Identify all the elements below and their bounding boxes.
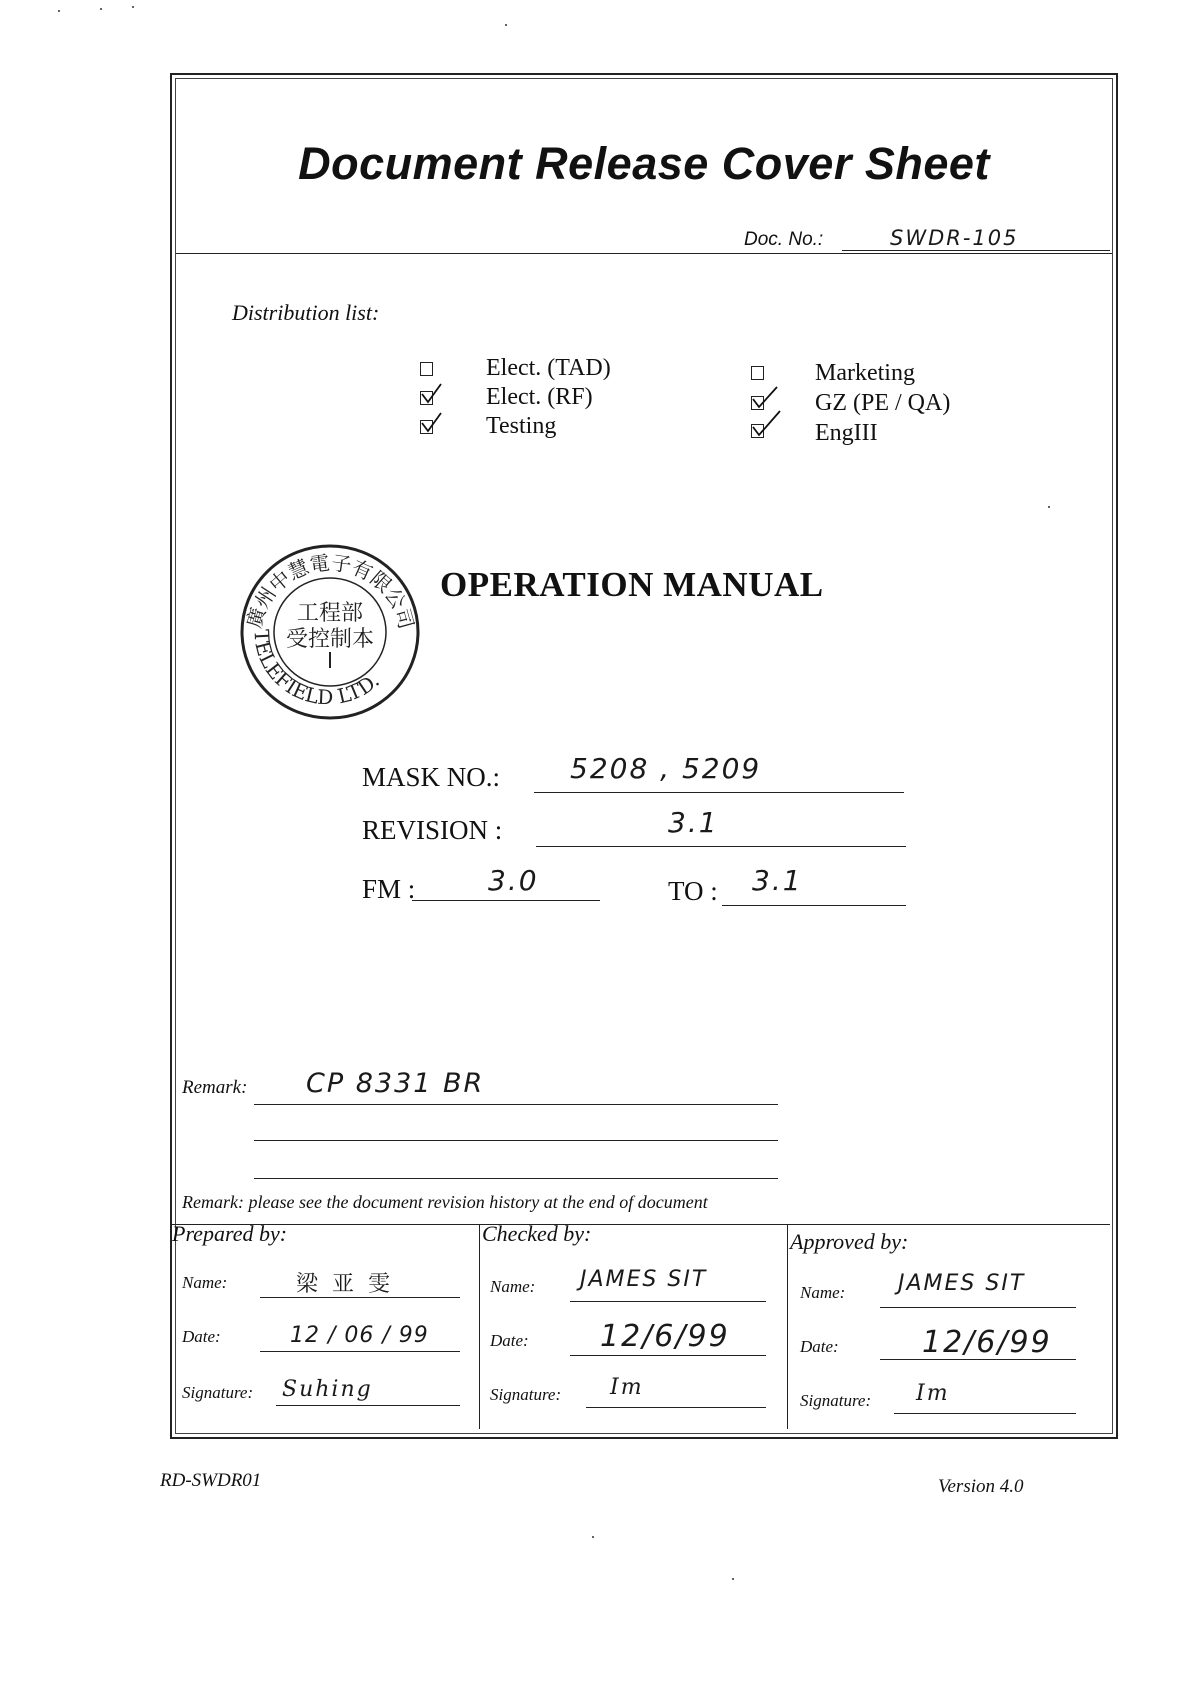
- prepared-name-label: Name:: [182, 1273, 228, 1292]
- company-seal-stamp: [238, 542, 422, 722]
- checked-name-line: [570, 1301, 766, 1302]
- approved-signature: Im: [916, 1381, 950, 1406]
- document-title: OPERATION MANUAL: [440, 565, 824, 604]
- approved-name-label: Name:: [800, 1283, 846, 1302]
- fm-underline: [412, 900, 600, 901]
- page-title: Document Release Cover Sheet: [298, 138, 990, 189]
- scan-speckle: [100, 8, 102, 10]
- dist-item-testing: Testing: [486, 413, 557, 439]
- distribution-label: Distribution list:: [232, 300, 380, 325]
- mask-no-underline: [534, 792, 904, 793]
- prepared-by-heading: Prepared by:: [172, 1221, 288, 1246]
- to-value: 3.1: [752, 864, 803, 897]
- signoff-table: [170, 1221, 1110, 1429]
- to-label: TO :: [668, 876, 718, 906]
- mask-no-value: 5208 , 5209: [570, 752, 762, 785]
- scan-speckle: [58, 10, 60, 12]
- header-divider: [176, 253, 1112, 254]
- scan-speckle: [132, 6, 134, 8]
- form-code: RD-SWDR01: [160, 1470, 262, 1491]
- checked-name-value: JAMES SIT: [580, 1267, 708, 1292]
- svg-text:廣州中慧電子有限公司: 廣州中慧電子有限公司: [241, 550, 419, 632]
- dist-item-elect-tad: Elect. (TAD): [486, 355, 611, 381]
- approved-signature-label: Signature:: [800, 1391, 872, 1410]
- approved-by-heading: Approved by:: [790, 1229, 909, 1254]
- remark-value: CP 8331 BR: [306, 1068, 485, 1099]
- checkbox-marketing[interactable]: [751, 366, 764, 380]
- checked-date-line: [570, 1355, 766, 1356]
- checked-date-value: 12/6/99: [600, 1319, 730, 1354]
- checkmark-icon: [750, 387, 780, 413]
- checkbox-elect-tad[interactable]: [420, 362, 433, 376]
- prepared-name-value: 梁亚雯: [296, 1272, 405, 1297]
- scan-speckle: [592, 1536, 594, 1538]
- approved-date-value: 12/6/99: [922, 1325, 1052, 1360]
- checkbox-gz-pe-qa[interactable]: [751, 396, 764, 410]
- checkmark-icon: [419, 411, 445, 437]
- checkbox-eng3[interactable]: [751, 424, 764, 438]
- checked-date-label: Date:: [490, 1331, 529, 1350]
- dist-item-marketing: Marketing: [815, 360, 915, 386]
- fm-label: FM :: [362, 874, 416, 904]
- remark-line-2: [254, 1140, 778, 1141]
- revision-label: REVISION :: [362, 815, 503, 845]
- prepared-date-label: Date:: [182, 1327, 221, 1346]
- mask-no-label: MASK NO.:: [362, 762, 501, 792]
- checkbox-elect-rf[interactable]: [420, 391, 433, 405]
- scan-speckle: [505, 24, 507, 26]
- dist-item-eng3: EngIII: [815, 420, 878, 446]
- checkbox-testing[interactable]: [420, 420, 433, 434]
- prepared-date-line: [260, 1351, 460, 1352]
- svg-text:工程部: 工程部: [296, 601, 364, 626]
- checked-name-label: Name:: [490, 1277, 536, 1296]
- checkmark-icon: [419, 382, 445, 408]
- revision-underline: [536, 846, 906, 847]
- prepared-date-value: 12 / 06 / 99: [290, 1323, 429, 1348]
- scan-speckle: [732, 1578, 734, 1580]
- scan-speckle: [1048, 506, 1050, 508]
- checkmark-icon: [750, 415, 784, 441]
- revision-value: 3.1: [668, 806, 719, 839]
- svg-text:受控制本: 受控制本: [285, 627, 375, 652]
- dist-item-elect-rf: Elect. (RF): [486, 384, 593, 410]
- prepared-signature-line: [276, 1405, 460, 1406]
- to-underline: [722, 905, 906, 906]
- approved-name-line: [880, 1307, 1076, 1308]
- form-version: Version 4.0: [938, 1476, 1024, 1497]
- fm-value: 3.0: [488, 864, 539, 897]
- approved-name-value: JAMES SIT: [898, 1271, 1026, 1296]
- checked-signature: Im: [610, 1375, 644, 1400]
- dist-item-gz-pe-qa: GZ (PE / QA): [815, 390, 951, 416]
- checked-by-heading: Checked by:: [482, 1221, 592, 1246]
- doc-no-label: Doc. No.:: [744, 229, 824, 250]
- checked-signature-line: [586, 1407, 766, 1408]
- remark-line-3: [254, 1178, 778, 1179]
- remark-note: Remark: please see the document revision history at the end of document: [182, 1192, 708, 1212]
- checked-signature-label: Signature:: [490, 1385, 562, 1404]
- signoff-column-divider: [479, 1225, 480, 1429]
- svg-text:TELEFIELD LTD.: TELEFIELD LTD.: [249, 628, 385, 710]
- prepared-signature-label: Signature:: [182, 1383, 254, 1402]
- approved-date-label: Date:: [800, 1337, 839, 1356]
- prepared-signature: Suhing: [282, 1377, 373, 1402]
- remark-line-1: [254, 1104, 778, 1105]
- signoff-column-divider: [787, 1225, 788, 1429]
- doc-no-value: SWDR-105: [890, 226, 1019, 250]
- doc-no-underline: [842, 250, 1110, 251]
- remark-label: Remark:: [182, 1077, 248, 1098]
- approved-signature-line: [894, 1413, 1076, 1414]
